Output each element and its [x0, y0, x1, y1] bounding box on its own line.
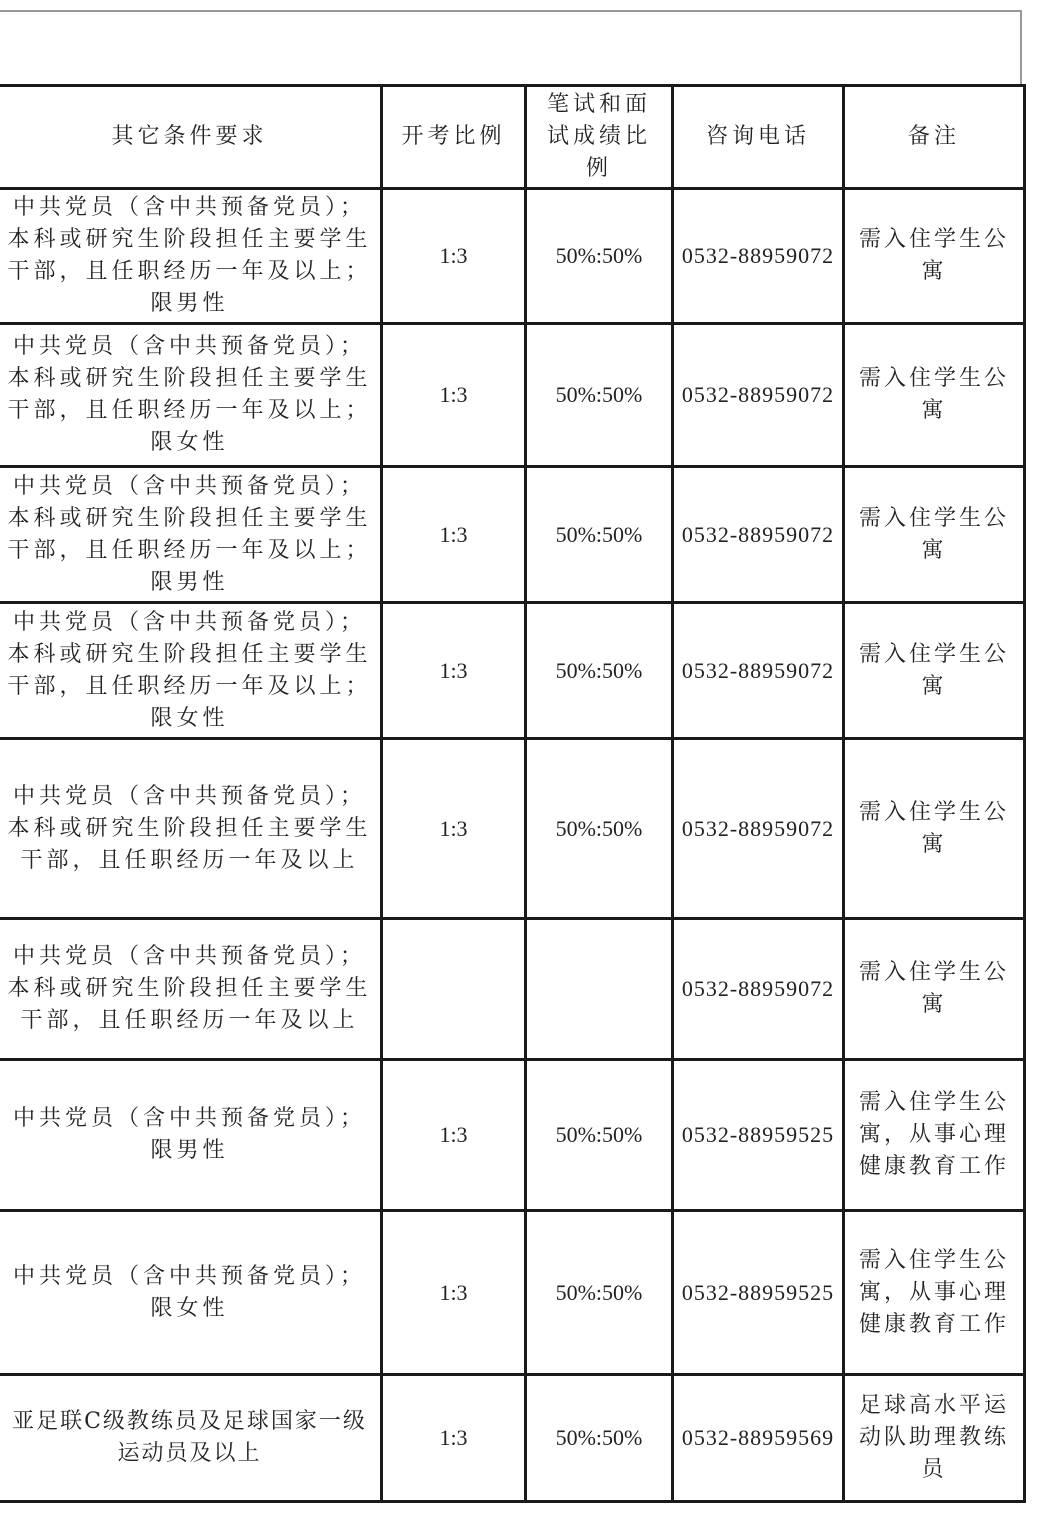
remark-cell: 需入住学生公寓 — [844, 919, 1025, 1060]
table-row — [0, 1211, 1025, 1375]
phone-cell: 0532-88959072 — [673, 189, 844, 324]
conditions-cell: 中共党员（含中共预备党员）；限女性 — [0, 1211, 382, 1375]
previous-header-strip — [0, 10, 1022, 84]
remark-cell: 需入住学生公寓 — [844, 189, 1025, 324]
phone-cell: 0532-88959072 — [673, 919, 844, 1060]
conditions-cell: 中共党员（含中共预备党员）；本科或研究生阶段担任主要学生干部，且任职经历一年及以上；限男性 — [0, 467, 382, 603]
conditions-cell: 中共党员（含中共预备党员）；本科或研究生阶段担任主要学生干部，且任职经历一年及以上；限女性 — [0, 324, 382, 467]
phone-cell: 0532-88959072 — [673, 467, 844, 603]
conditions-cell: 中共党员（含中共预备党员）；本科或研究生阶段担任主要学生干部，且任职经历一年及以上；限女性 — [0, 603, 382, 739]
score-ratio-cell — [526, 919, 673, 1060]
conditions-cell: 中共党员（含中共预备党员）；本科或研究生阶段担任主要学生干部，且任职经历一年及以上；限男性 — [0, 189, 382, 324]
exam-ratio-cell — [382, 919, 526, 1060]
exam-ratio-cell: 1:3 — [382, 1060, 526, 1211]
score-ratio-cell: 50%:50% — [526, 1375, 673, 1502]
conditions-cell: 中共党员（含中共预备党员）；限男性 — [0, 1060, 382, 1211]
remark-cell: 需入住学生公寓，从事心理健康教育工作 — [844, 1211, 1025, 1375]
remark-cell: 需入住学生公寓 — [844, 603, 1025, 739]
exam-ratio-cell: 1:3 — [382, 739, 526, 919]
score-ratio-cell: 50%:50% — [526, 1211, 673, 1375]
phone-cell: 0532-88959525 — [673, 1060, 844, 1211]
remark-cell: 需入住学生公寓 — [844, 739, 1025, 919]
header-conditions: 其它条件要求 — [0, 86, 382, 189]
header-phone: 咨询电话 — [673, 86, 844, 189]
exam-ratio-cell: 1:3 — [382, 1375, 526, 1502]
recruitment-requirements-table — [0, 84, 1026, 1503]
score-ratio-cell: 50%:50% — [526, 739, 673, 919]
phone-cell: 0532-88959525 — [673, 1211, 844, 1375]
table-row — [0, 324, 1025, 467]
phone-cell: 0532-88959072 — [673, 739, 844, 919]
remark-cell: 需入住学生公寓 — [844, 324, 1025, 467]
remark-cell: 需入住学生公寓，从事心理健康教育工作 — [844, 1060, 1025, 1211]
conditions-cell: 亚足联C级教练员及足球国家一级运动员及以上 — [0, 1375, 382, 1502]
score-ratio-cell: 50%:50% — [526, 189, 673, 324]
conditions-cell: 中共党员（含中共预备党员）；本科或研究生阶段担任主要学生干部，且任职经历一年及以上 — [0, 919, 382, 1060]
phone-cell: 0532-88959072 — [673, 324, 844, 467]
exam-ratio-cell: 1:3 — [382, 189, 526, 324]
table-row — [0, 189, 1025, 324]
exam-ratio-cell: 1:3 — [382, 324, 526, 467]
table-row — [0, 603, 1025, 739]
score-ratio-cell: 50%:50% — [526, 603, 673, 739]
remark-cell: 足球高水平运动队助理教练员 — [844, 1375, 1025, 1502]
table-row — [0, 1060, 1025, 1211]
remark-cell: 需入住学生公寓 — [844, 467, 1025, 603]
score-ratio-cell: 50%:50% — [526, 1060, 673, 1211]
header-score-ratio: 笔试和面试成绩比例 — [526, 86, 673, 189]
score-ratio-cell: 50%:50% — [526, 324, 673, 467]
exam-ratio-cell: 1:3 — [382, 603, 526, 739]
conditions-cell: 中共党员（含中共预备党员）；本科或研究生阶段担任主要学生干部，且任职经历一年及以上 — [0, 739, 382, 919]
exam-ratio-cell: 1:3 — [382, 467, 526, 603]
table-row — [0, 467, 1025, 603]
header-remark: 备注 — [844, 86, 1025, 189]
table-row — [0, 739, 1025, 919]
table-row — [0, 1375, 1025, 1502]
header-ratio: 开考比例 — [382, 86, 526, 189]
header-row — [0, 86, 1025, 189]
exam-ratio-cell: 1:3 — [382, 1211, 526, 1375]
table-row — [0, 919, 1025, 1060]
phone-cell: 0532-88959569 — [673, 1375, 844, 1502]
phone-cell: 0532-88959072 — [673, 603, 844, 739]
score-ratio-cell: 50%:50% — [526, 467, 673, 603]
